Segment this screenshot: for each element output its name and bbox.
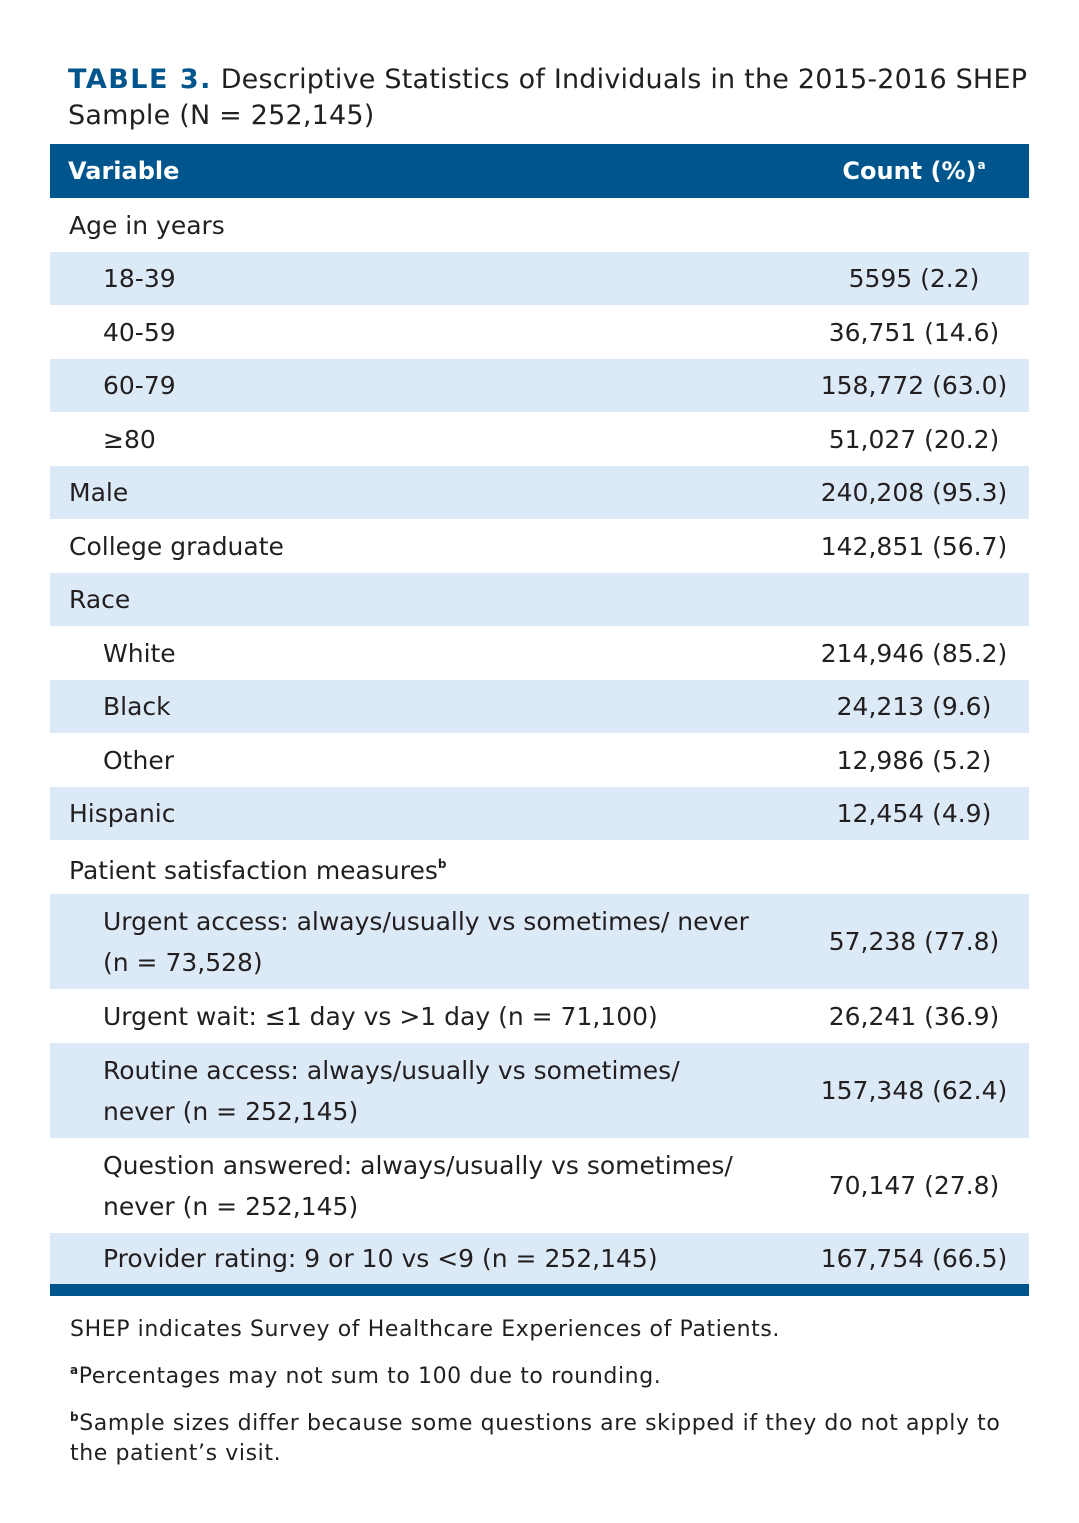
row-value: 26,241 (36.9) — [828, 1001, 1000, 1031]
header-count-footnote-mark: a — [977, 158, 986, 172]
table-row — [50, 680, 1029, 733]
row-variable: 18-39 — [103, 264, 176, 293]
row-variable: Urgent wait: ≤1 day vs >1 day (n = 71,100) — [103, 1001, 658, 1031]
table-row — [50, 1138, 1029, 1233]
row-variable: Urgent access: always/usually vs sometimes/ never (n = 73,528) — [103, 906, 749, 977]
row-variable: Black — [103, 692, 171, 721]
row-variable: Age in years — [69, 210, 225, 240]
table-row — [50, 198, 1029, 252]
row-value: 142,851 (56.7) — [820, 531, 1008, 561]
table-row — [50, 787, 1029, 840]
header-count-label: Count (%) — [842, 157, 977, 185]
table-row — [50, 1043, 1029, 1138]
table-caption: Descriptive Statistics of Individuals in the 2015-2016 SHEP Sample (N = 252,145) — [68, 64, 1028, 131]
row-value: 158,772 (63.0) — [820, 371, 1008, 400]
footnote-abbreviation: SHEP indicates Survey of Healthcare Experiences of Patients. — [70, 1317, 781, 1342]
row-value: 167,754 (66.5) — [820, 1244, 1008, 1273]
footnote-a — [70, 1355, 1020, 1392]
row-variable: Provider rating: 9 or 10 vs <9 (n = 252,145) — [103, 1244, 658, 1273]
row-value: 240,208 (95.3) — [820, 478, 1008, 507]
table-row — [50, 466, 1029, 519]
header-count — [799, 157, 1029, 185]
table-row — [50, 626, 1029, 680]
row-variable: Race — [69, 585, 131, 614]
footnote-a-mark: a — [70, 1363, 79, 1377]
row-variable: ≥80 — [103, 424, 156, 454]
table-header — [50, 144, 1029, 198]
row-value: 51,027 (20.2) — [828, 424, 1000, 454]
table-row — [50, 573, 1029, 626]
footnote-b-text: Sample sizes differ because some questions are skipped if they do not apply to the patient’s visit. — [70, 1411, 1001, 1466]
table-row — [50, 1233, 1029, 1284]
row-value: 57,238 (77.8) — [828, 927, 1000, 956]
row-variable: College graduate — [69, 531, 284, 561]
table-row — [50, 252, 1029, 305]
row-value: 36,751 (14.6) — [828, 317, 1000, 347]
row-value: 12,454 (4.9) — [836, 799, 992, 828]
row-variable: 40-59 — [103, 317, 176, 347]
table-row — [50, 412, 1029, 466]
row-variable: Other — [103, 745, 174, 775]
row-value: 70,147 (27.8) — [828, 1171, 1000, 1200]
row-variable: Hispanic — [69, 799, 176, 828]
row-variable: White — [103, 638, 176, 668]
row-value: 5595 (2.2) — [848, 264, 980, 293]
row-value: 24,213 (9.6) — [836, 692, 992, 721]
table-row — [50, 894, 1029, 989]
table-bottom-rule — [50, 1284, 1029, 1296]
footnote-b — [70, 1402, 1020, 1469]
row-variable: 60-79 — [103, 371, 176, 400]
table-footnotes — [70, 1315, 1020, 1479]
footnote-a-text: Percentages may not sum to 100 due to rounding. — [78, 1364, 662, 1389]
table-row — [50, 519, 1029, 573]
footnote-b-mark: b — [70, 1410, 80, 1424]
row-variable-label: Patient satisfaction measures — [69, 855, 438, 885]
row-variable: Male — [69, 478, 129, 507]
row-value: 214,946 (85.2) — [820, 638, 1008, 668]
header-variable: Variable — [68, 157, 180, 185]
table-row — [50, 733, 1029, 787]
table-row — [50, 305, 1029, 359]
table-number: TABLE 3. — [68, 64, 212, 95]
row-footnote-mark: b — [437, 856, 447, 871]
descriptive-statistics-table — [50, 144, 1029, 1296]
row-value: 157,348 (62.4) — [820, 1076, 1008, 1105]
table-row — [50, 840, 1029, 894]
table-row — [50, 359, 1029, 412]
table-title — [68, 62, 1028, 134]
row-variable: Question answered: always/usually vs sometimes/ never (n = 252,145) — [103, 1150, 733, 1221]
table-row — [50, 989, 1029, 1043]
row-variable — [50, 844, 799, 891]
row-variable: Routine access: always/usually vs sometimes/ never (n = 252,145) — [103, 1055, 680, 1126]
row-value: 12,986 (5.2) — [836, 745, 992, 775]
